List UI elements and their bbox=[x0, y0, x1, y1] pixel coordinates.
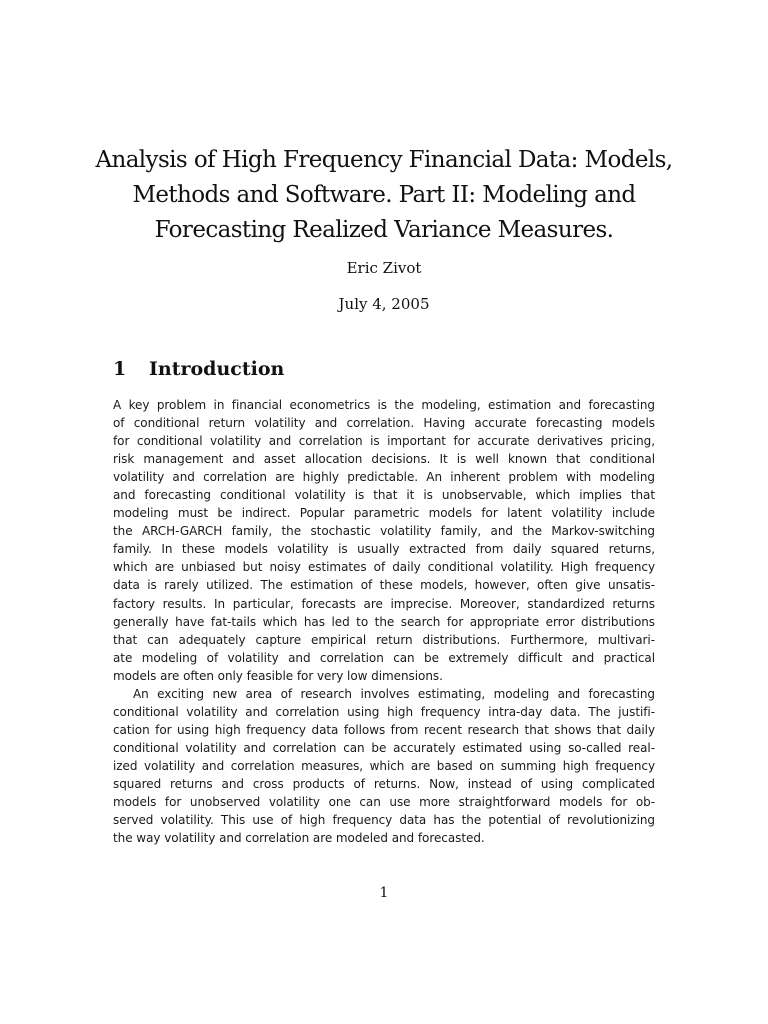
text-line: the way volatility and correlation are modeled and forecasted. bbox=[113, 831, 485, 846]
text-line: risk management and asset allocation decisions. It is well known that conditional bbox=[113, 452, 655, 467]
text-line: factory results. In particular, forecasts are imprecise. Moreover, standardized returns bbox=[113, 596, 655, 611]
text-line: generally have fat-tails which has led to the search for appropriate error distributions bbox=[113, 614, 655, 629]
title-line: Methods and Software. Part II: Modeling and bbox=[132, 182, 636, 208]
text-line: ized volatility and correlation measures, which are based on summing high frequency bbox=[113, 758, 655, 773]
text-line: models are often only feasible for very low dimensions. bbox=[113, 668, 443, 683]
section-title: Introduction bbox=[149, 358, 285, 380]
title-line: Analysis of High Frequency Financial Data: Models, bbox=[95, 147, 673, 173]
text-line: for conditional volatility and correlation is important for accurate derivatives pricing, bbox=[113, 434, 655, 449]
page-number: 1 bbox=[379, 885, 389, 901]
text-line: which are unbiased but noisy estimates of daily conditional volatility. High frequency bbox=[113, 560, 655, 575]
body-text bbox=[113, 396, 655, 847]
text-line: A key problem in financial econometrics is the modeling, estimation and forecasting bbox=[113, 398, 655, 412]
text-line: volatility and correlation are highly predictable. An inherent problem with modeling bbox=[113, 470, 655, 485]
text-line: the ARCH-GARCH family, the stochastic volatility family, and the Markov-switching bbox=[113, 524, 655, 539]
paper-title bbox=[92, 143, 676, 248]
text-line: and forecasting conditional volatility is that it is unobservable, which implies that bbox=[113, 488, 655, 503]
paragraph bbox=[113, 396, 655, 685]
text-line: squared returns and cross products of returns. Now, instead of using complicated bbox=[113, 776, 655, 791]
text-line: An exciting new area of research involves estimating, modeling and forecasting bbox=[133, 686, 655, 701]
text-line: that can adequately capture empirical return distributions. Furthermore, multivari- bbox=[113, 632, 655, 647]
text-line: modeling must be indirect. Popular parametric models for latent volatility include bbox=[113, 506, 655, 521]
text-line: of conditional return volatility and correlation. Having accurate forecasting models bbox=[113, 416, 655, 431]
text-line: models for unobserved volatility one can use more straightforward models for ob- bbox=[113, 795, 655, 810]
section-heading bbox=[113, 356, 284, 382]
text-line: cation for using high frequency data follows from recent research that shows that daily bbox=[113, 722, 655, 737]
text-line: conditional volatility and correlation can be accurately estimated using so-called real- bbox=[113, 740, 655, 755]
title-line: Forecasting Realized Variance Measures. bbox=[154, 217, 614, 243]
section-number: 1 bbox=[113, 358, 127, 380]
text-line: ate modeling of volatility and correlation can be extremely difficult and practical bbox=[113, 650, 655, 665]
text-line: data is rarely utilized. The estimation of these models, however, often give unsatis- bbox=[113, 578, 655, 593]
publication-date: July 4, 2005 bbox=[338, 295, 430, 313]
text-line: served volatility. This use of high frequency data has the potential of revolutionizing bbox=[113, 813, 655, 828]
author-name: Eric Zivot bbox=[346, 259, 422, 277]
text-line: family. In these models volatility is usually extracted from daily squared returns, bbox=[113, 542, 655, 557]
paragraph bbox=[113, 685, 655, 847]
text-line: conditional volatility and correlation using high frequency intra-day data. The justifi- bbox=[113, 704, 655, 719]
